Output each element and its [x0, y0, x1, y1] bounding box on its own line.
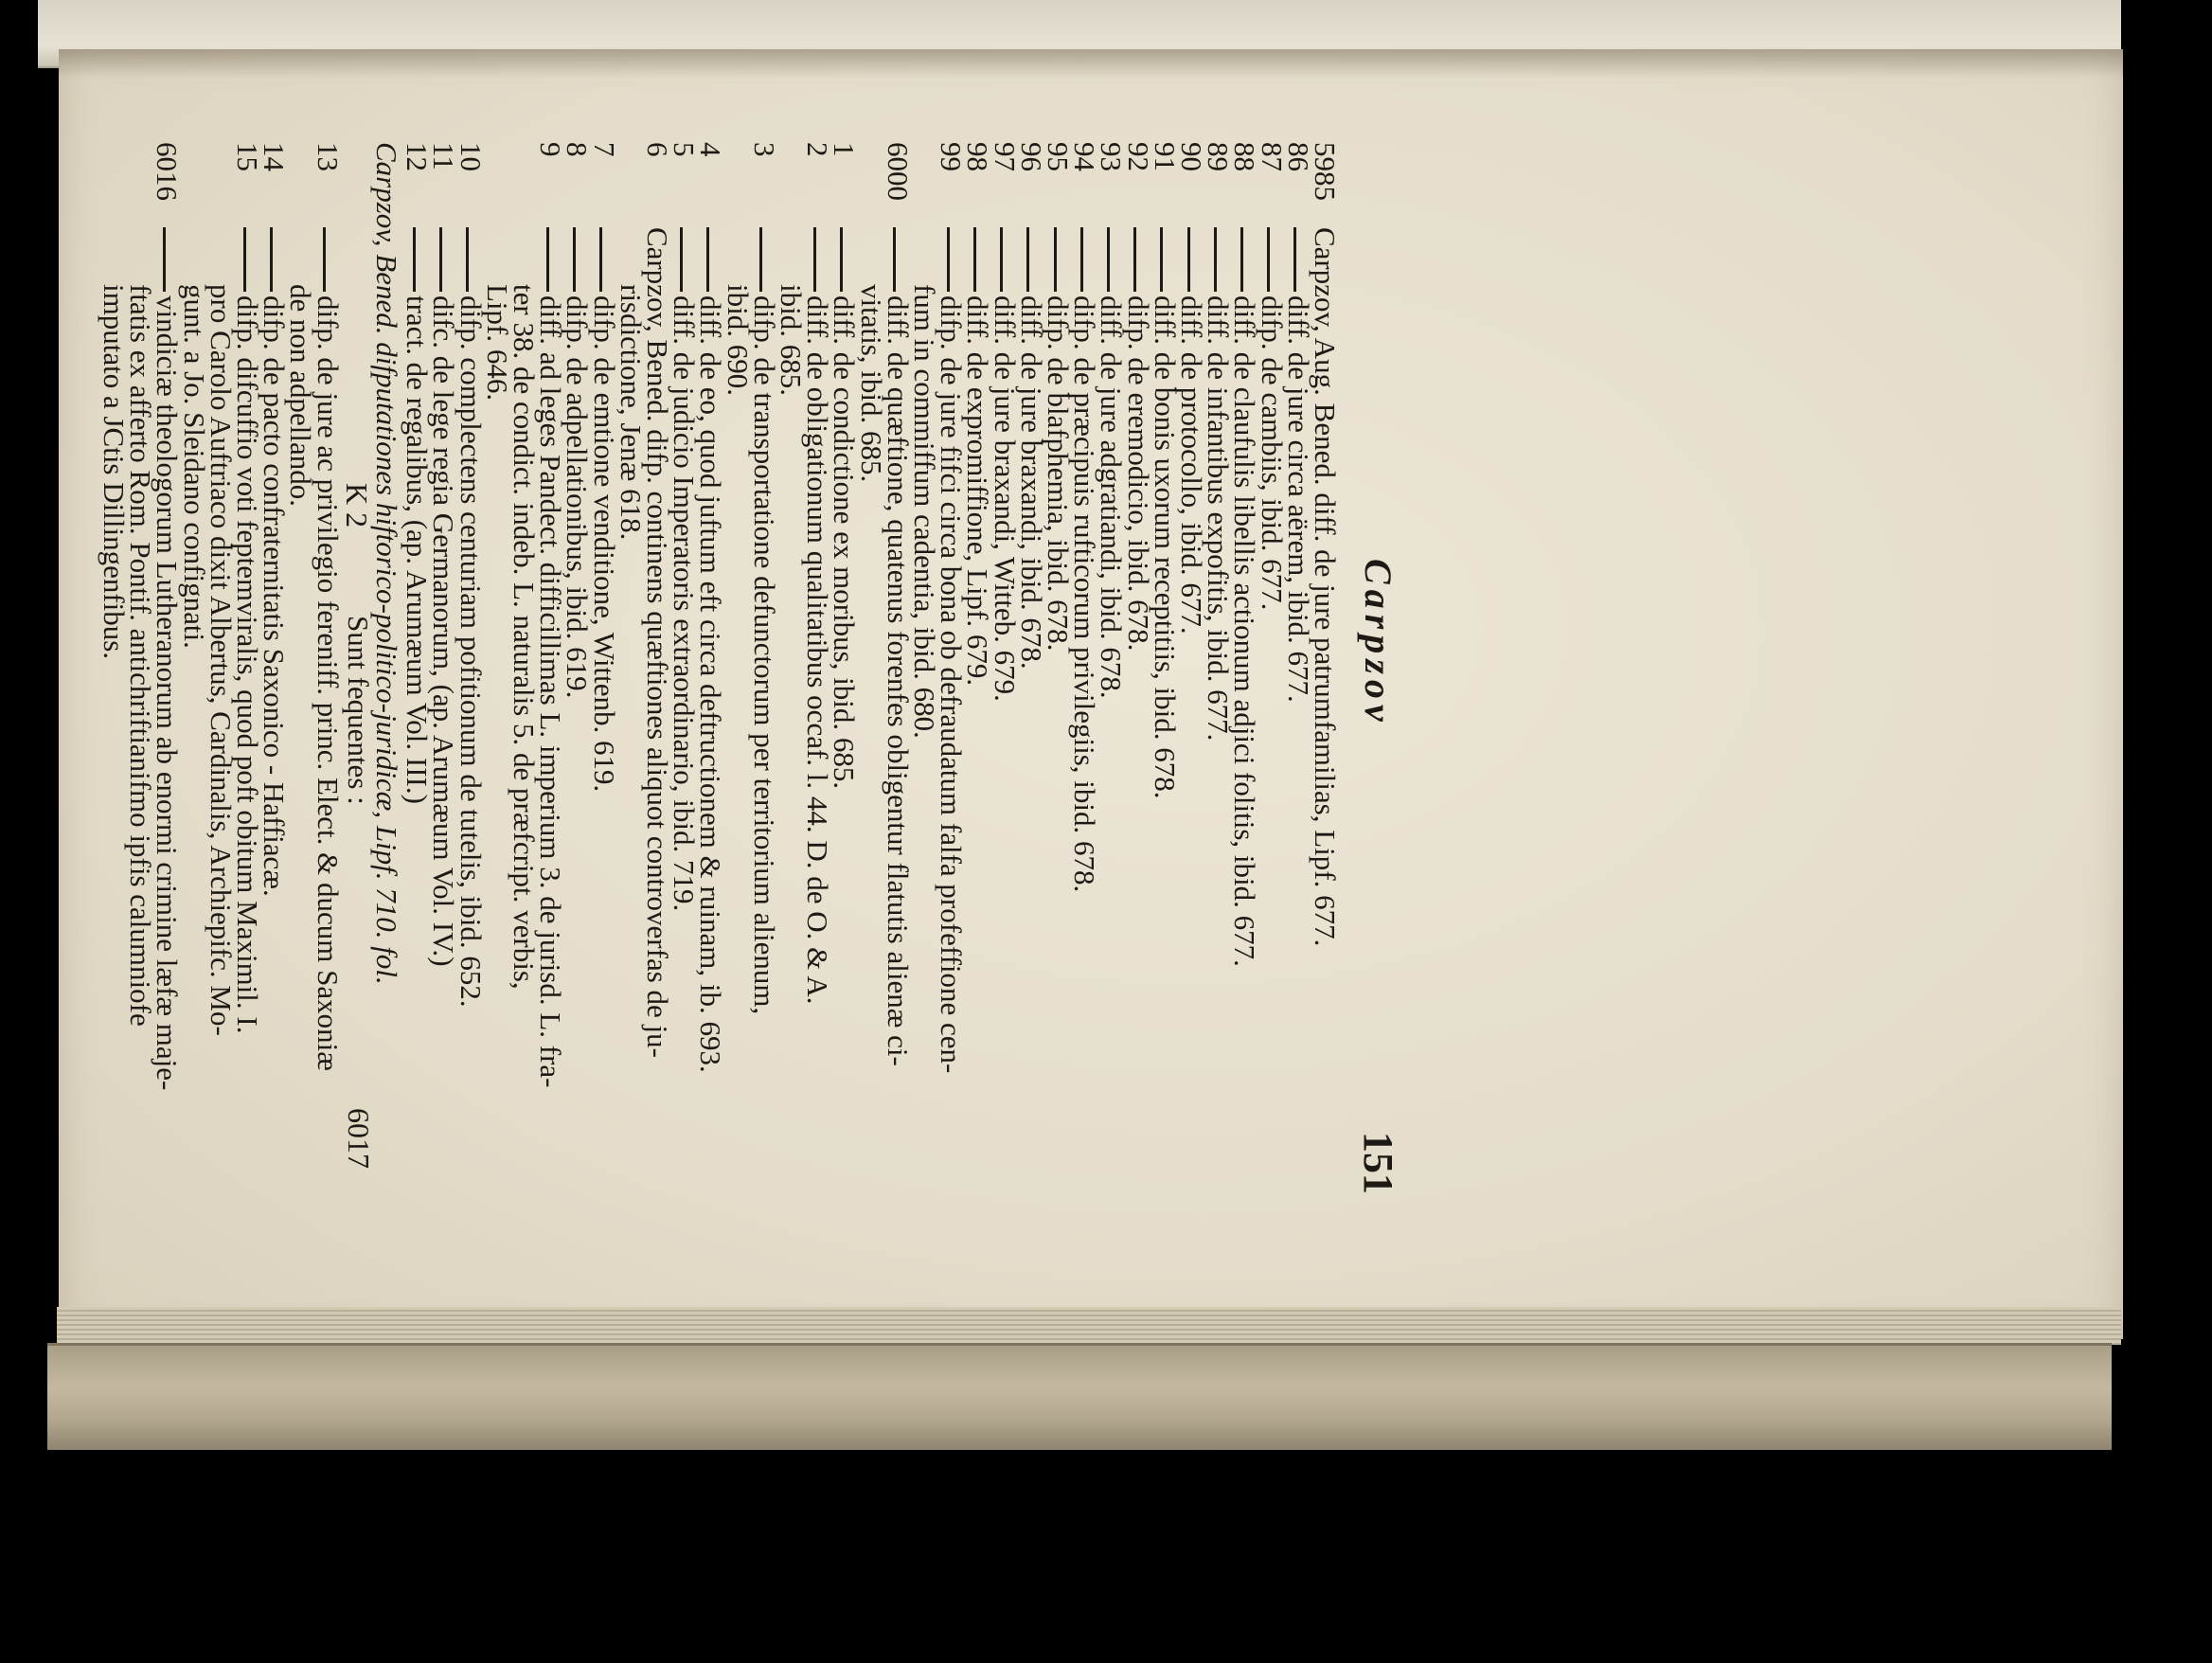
- entry-text: diff. de protocollo, ibid. 677.: [1175, 295, 1208, 635]
- entry-continuation: imputato a JCtis Dillingenfibus.: [98, 284, 131, 660]
- entry-number: 6016: [151, 142, 185, 201]
- ditto-rule: [439, 227, 442, 292]
- ditto-rule: [706, 227, 709, 292]
- catalogue-entry-line: [151, 142, 185, 1091]
- entry-number: 5985: [1309, 142, 1342, 201]
- entry-continuation: Lipf. 646.: [480, 284, 514, 402]
- page-fore-edges: [57, 1307, 2121, 1345]
- entry-number: 7: [587, 142, 621, 157]
- entry-continuation: de non adpellando.: [284, 284, 318, 508]
- entry-text: difp. de cambiis, ibid. 677.: [1255, 295, 1289, 611]
- ditto-rule: [893, 227, 896, 292]
- entry-number: 97: [988, 142, 1022, 171]
- entry-text: difp. difcuffio voti feptemviralis, quod poft obitum Maximil. I.: [231, 295, 264, 1034]
- entry-number: 10: [454, 142, 488, 171]
- ditto-rule: [413, 227, 416, 292]
- ditto-rule: [759, 227, 762, 292]
- page-number: 151: [1355, 1132, 1401, 1194]
- book-cover-board: [47, 1343, 2112, 1450]
- ditto-rule: [947, 227, 950, 292]
- entry-number: 90: [1175, 142, 1208, 171]
- entry-number: 11: [427, 142, 461, 170]
- entry-text: Carpzov, Aug. Bened. diff. de jure patrumfamilias, Lipf. 677.: [1309, 227, 1342, 947]
- catalogue-entry-line: [401, 142, 435, 804]
- ditto-rule: [1107, 227, 1110, 292]
- entry-text: vindiciæ theologorum Lutheranorum ab enormi crimine læfæ maje-: [151, 295, 185, 1091]
- entry-number: 93: [1095, 142, 1129, 171]
- entry-text: diff. de eo, quod juftum eft circa deftructionem & ruinam, ib. 693.: [694, 295, 728, 1073]
- entry-number: 88: [1228, 142, 1262, 171]
- ditto-rule: [1240, 227, 1243, 292]
- entry-text: diff. ad leges Pandect. difficillimas L. imperium 3. de jurisd. L. fra-: [534, 295, 568, 1088]
- entry-text: difp. complectens centuriam pofitionum de tutelis, ibid. 652.: [454, 295, 488, 1008]
- entry-text: difp. de jure ac privilegio fereniff. princ. Elect. & ducum Saxoniæ: [311, 295, 345, 1071]
- entry-number: 86: [1281, 142, 1315, 171]
- ditto-rule: [573, 227, 576, 292]
- entry-continuation: risdictione, Jenæ 618.: [614, 284, 648, 541]
- entry-number: 5: [668, 142, 702, 157]
- entry-text: diff. de claufulis libellis actionum adjici folitis, ibid. 677.: [1228, 295, 1262, 967]
- entry-number: 87: [1255, 142, 1289, 171]
- ditto-rule: [1267, 227, 1270, 292]
- entry-text: difp. de eremodicio, ibid. 678.: [1121, 295, 1155, 652]
- catalogue-entry-line: [883, 142, 913, 1066]
- ditto-rule: [973, 227, 976, 292]
- entry-text: difp. de præcipuis rufticorum privilegiis, ibid. 678.: [1068, 295, 1102, 893]
- ditto-rule: [1214, 227, 1217, 292]
- entry-continuation: ibid. 690.: [721, 284, 755, 396]
- entry-text: diff. de bonis uxorum receptitiis, ibid. 678.: [1148, 295, 1182, 799]
- ditto-rule: [1133, 227, 1136, 292]
- entry-text: Carpzov, Bened. difp. continens quæftiones aliquot controverfas de ju-: [641, 227, 674, 1058]
- entry-continuation: vitatis, ibid. 685.: [854, 284, 888, 483]
- entry-text: difp. de blafphemia, ibid. 678.: [1042, 295, 1075, 652]
- entry-text: diff. de condictione ex moribus, ibid. 685.: [828, 295, 862, 790]
- entry-text: diff. de jure adgratiandi, ibid. 678.: [1095, 295, 1129, 699]
- section-intro: Carpzov, Bened. difputationes hiftorico-politico-juridicæ, Lipf. 710. fol.: [370, 142, 403, 985]
- entry-text: diff. de infantibus expofitis, ibid. 677.: [1202, 295, 1236, 742]
- entry-number: 98: [961, 142, 995, 171]
- entry-number: 4: [694, 142, 728, 157]
- entry-number: 91: [1148, 142, 1182, 171]
- entry-number: 2: [801, 142, 835, 157]
- ditto-rule: [466, 227, 469, 292]
- ditto-rule: [323, 227, 326, 292]
- entry-number: 99: [935, 142, 969, 171]
- entry-text: diff. de obligationum qualitatibus occaf. l. 44. D. de O. & A.: [801, 295, 835, 1005]
- entry-text: diff. de judicio Imperatoris extraordinario, ibid. 719.: [668, 295, 702, 912]
- ditto-rule: [840, 227, 843, 292]
- catalogue-entry-line: [747, 142, 781, 1015]
- catalogue-entry-line: [313, 142, 343, 1071]
- entry-continuation: fum in commiffum cadentia, ibid. 680.: [908, 284, 941, 739]
- ditto-rule: [1187, 227, 1190, 292]
- entry-continuation: ftatis ex afferto Rom. Pontif. antichriftianifmo ipfis calumniofe: [124, 284, 158, 1027]
- running-title: Carpzov: [1357, 559, 1400, 727]
- ditto-rule: [1054, 227, 1057, 292]
- ditto-rule: [680, 227, 683, 292]
- entry-text: diff. de quæftione, quatenus forenfes obligentur flatutis alienæ ci-: [881, 295, 915, 1066]
- entry-number: 15: [231, 142, 264, 171]
- ditto-rule: [813, 227, 816, 292]
- ditto-rule: [1160, 227, 1163, 292]
- entry-number: 6000: [881, 142, 915, 201]
- ditto-rule: [270, 227, 273, 292]
- ditto-rule: [1293, 227, 1296, 292]
- ditto-rule: [163, 227, 166, 292]
- entry-continuation: gunt. a Jo. Sleidano confignati.: [177, 284, 211, 649]
- section-subheading: Sunt fequentes :: [341, 616, 375, 805]
- entry-number: 14: [258, 142, 292, 171]
- catalogue-entry-line: [801, 142, 835, 1005]
- entry-number: 8: [561, 142, 595, 157]
- signature-mark: K 2: [340, 483, 374, 528]
- entry-number: 13: [311, 142, 345, 171]
- ditto-rule: [243, 227, 246, 292]
- entry-text: difp. de jure fifci circa bona ob defraudatum falfa profeffione cen-: [935, 295, 969, 1074]
- entry-number: 89: [1202, 142, 1236, 171]
- entry-text: difc. de lege regia Germanorum, (ap. Arumæum Vol. IV.): [427, 295, 461, 967]
- entry-text: diff. de jure braxandi, ibid. 678.: [1014, 295, 1048, 670]
- entry-number: 92: [1121, 142, 1155, 171]
- entry-text: difp. de emtione venditione, Wittenb. 619.: [587, 295, 621, 793]
- entry-number: 3: [747, 142, 781, 157]
- entry-number: 6: [641, 142, 674, 157]
- entry-text: diff. de jure braxandi, Witteb. 679.: [988, 295, 1022, 702]
- entry-number: 96: [1014, 142, 1048, 171]
- entry-text: tract. de regalibus, (ap. Arumæum Vol. III.): [401, 295, 435, 804]
- entry-number: 12: [401, 142, 435, 171]
- ditto-rule: [546, 227, 549, 292]
- entry-text: difp. de adpellationibus, ibid. 619.: [561, 295, 595, 699]
- printed-text-block: [98, 142, 1406, 1231]
- entry-number: 9: [534, 142, 568, 157]
- ditto-rule: [1080, 227, 1083, 292]
- entry-text: difp. de pacto confraternitatis Saxonico - Haffiacæ.: [258, 295, 292, 897]
- gutter-shadow: [59, 49, 2123, 78]
- entry-text: diff. de jure circa aërem, ibid. 677.: [1281, 295, 1315, 703]
- ditto-rule: [1026, 227, 1029, 292]
- entry-text: difp. de transportatione defunctorum per territorium alienum,: [747, 295, 781, 1015]
- ditto-rule: [1000, 227, 1003, 292]
- entry-number: 94: [1068, 142, 1102, 171]
- catalogue-entry-line: [643, 142, 672, 1058]
- entry-text: diff. de expromiffione, Lipf. 679.: [961, 295, 995, 687]
- catchword: 6017: [342, 1108, 376, 1169]
- entry-continuation: pro Carolo Auftriaco dixit Albertus, Cardinalis, Archiepifc. Mo-: [204, 284, 238, 1036]
- entry-number: 1: [828, 142, 862, 157]
- ditto-rule: [599, 227, 602, 292]
- entry-continuation: ibid. 685.: [775, 284, 808, 396]
- entry-continuation: ter 38. de condict. indeb. L. naturalis 5. de præfcript. verbis,: [508, 284, 541, 990]
- entry-number: 95: [1042, 142, 1075, 171]
